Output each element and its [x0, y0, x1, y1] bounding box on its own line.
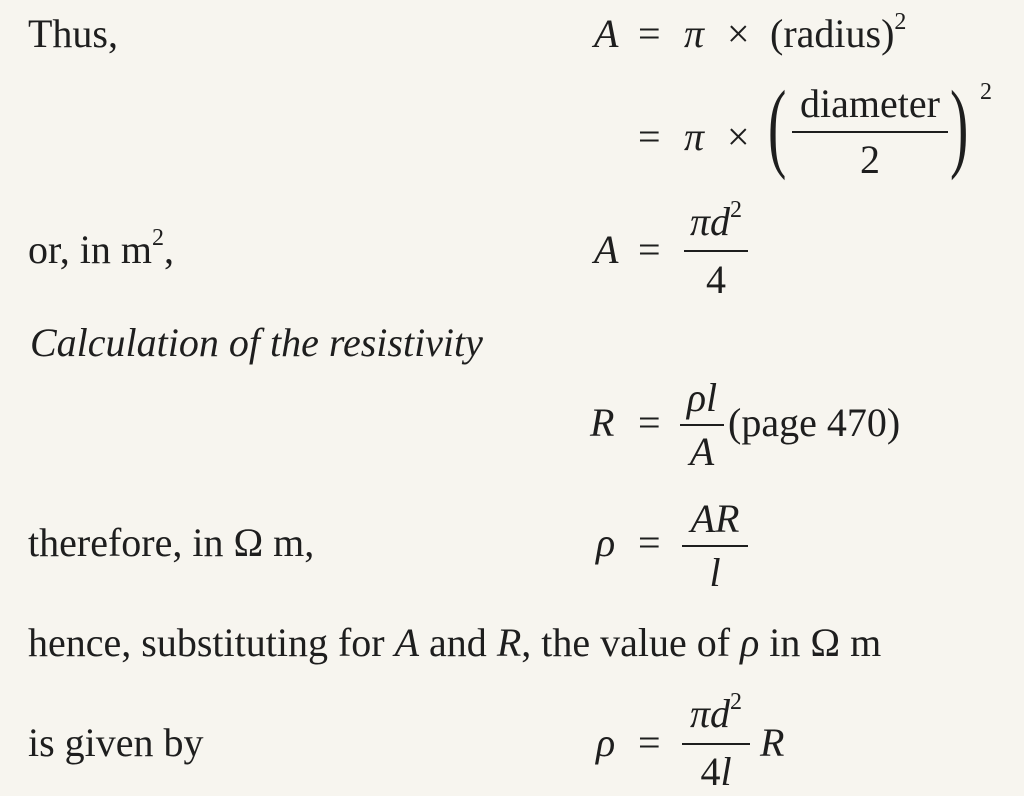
resistivity-fraction [682, 493, 748, 593]
fraction-numerator [684, 197, 748, 244]
right-paren: ) [950, 70, 969, 181]
equation-area-lhs: A [594, 227, 619, 272]
d-exponent: 2 [730, 197, 743, 223]
equals-sign: = [638, 520, 661, 565]
equals-sign: = [638, 400, 661, 445]
rho-symbol: ρ [686, 375, 707, 420]
equation-area-lhs: A [594, 11, 619, 56]
pi-symbol: π [684, 11, 705, 56]
radius-exponent: 2 [894, 9, 907, 35]
diameter-fraction [792, 78, 948, 182]
times-sign: × [727, 114, 750, 159]
radius-term [770, 9, 907, 56]
fraction-numerator [682, 689, 750, 736]
pi-symbol: π [689, 199, 711, 244]
variable-l: l [706, 375, 718, 420]
label-is-given-by: is given by [28, 720, 204, 765]
fraction-bar [682, 545, 748, 547]
resistivity-lhs: ρ [596, 720, 616, 765]
label-suffix: , [163, 227, 174, 272]
hence-sentence [28, 620, 882, 665]
label-or-in-m2 [28, 225, 174, 272]
equals-sign: = [638, 720, 661, 765]
equals-sign: = [638, 114, 661, 159]
label-exponent: 2 [151, 225, 164, 251]
equals-sign: = [638, 227, 661, 272]
variable-d: d [710, 691, 731, 736]
resistivity-lhs: ρ [596, 520, 616, 565]
fraction-denominator: 4 [706, 257, 726, 302]
fraction-numerator: diameter [800, 81, 940, 126]
section-heading: Calculation of the resistivity [30, 320, 483, 365]
denominator-four: 4 [700, 749, 721, 794]
rho-symbol: ρ [740, 620, 760, 665]
equals-sign: = [638, 11, 661, 56]
fraction-bar [792, 131, 948, 133]
hence-text-1: hence, substituting for [28, 620, 395, 665]
resistance-lhs: R [590, 400, 615, 445]
hence-text-3: , the value of [521, 620, 741, 665]
left-paren: ( [768, 70, 787, 181]
times-sign: × [727, 11, 750, 56]
fraction-denominator [682, 749, 750, 794]
variable-l: l [720, 749, 732, 794]
label-text: or, in m [28, 227, 152, 272]
variable-d: d [710, 199, 731, 244]
fraction-denominator: l [709, 550, 721, 595]
fraction-numerator: AR [690, 496, 740, 541]
fraction-bar [680, 424, 724, 426]
fraction-denominator: 2 [860, 137, 880, 182]
variable-A: A [394, 620, 420, 665]
hence-text-4: in Ω m [759, 620, 882, 665]
label-therefore: therefore, in Ω m, [28, 520, 315, 565]
hence-text-2: and [419, 620, 497, 665]
fraction-numerator [680, 375, 724, 420]
final-R: R [760, 720, 785, 765]
radius-text: (radius) [770, 11, 895, 56]
pi-symbol: π [684, 114, 705, 159]
variable-R: R [496, 620, 522, 665]
area-fraction [684, 197, 748, 302]
d-exponent: 2 [730, 689, 743, 715]
page-reference: (page 470) [728, 400, 901, 445]
fraction-bar [684, 250, 748, 252]
pi-symbol: π [689, 691, 711, 736]
final-fraction [682, 690, 750, 794]
resistance-fraction [680, 372, 724, 472]
fraction-bar [682, 743, 750, 745]
diameter-exponent: 2 [980, 79, 992, 105]
fraction-denominator: A [689, 429, 715, 474]
label-thus: Thus, [28, 11, 118, 56]
